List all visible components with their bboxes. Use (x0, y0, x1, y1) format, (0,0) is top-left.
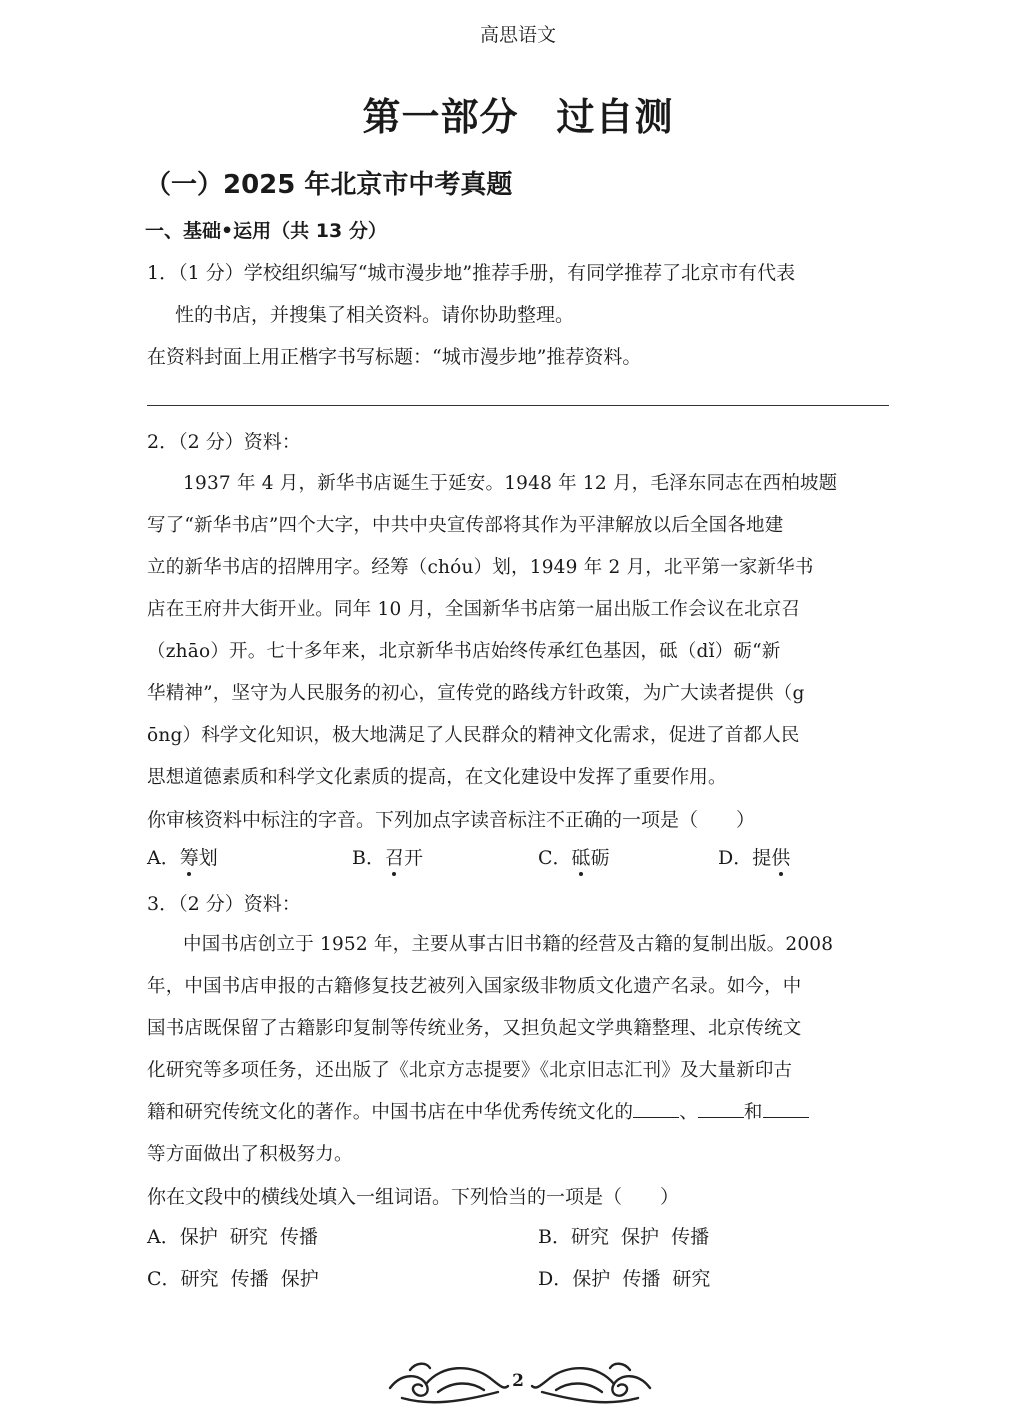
emphasis-dot-char: 召 (385, 843, 404, 870)
q3-passage-line: 年，中国书店申报的古籍修复技艺被列入国家级非物质文化遗产名录。如今，中 (147, 976, 802, 997)
q2-prompt: 你审核资料中标注的字音。下列加点字读音标注不正确的一项是（ ） (147, 809, 756, 831)
q2-option-c[interactable]: C．砥砺 (538, 843, 610, 870)
section-title: （一）2025 年北京市中考真题 (145, 170, 513, 200)
category-heading: 一、基础•运用（共 13 分） (145, 220, 387, 242)
q3-option-a[interactable]: A．保护 研究 传播 (147, 1226, 318, 1248)
emphasis-dot-char: 砥 (572, 843, 591, 870)
q2-passage-line: 店在王府井大街开业。同年 10 月，全国新华书店第一届出版工作会议在北京召 (147, 599, 801, 620)
q1-line-1: 1．（1 分）学校组织编写“城市漫步地”推荐手册，有同学推荐了北京市有代表 (147, 262, 796, 284)
q3-passage-line: 化研究等多项任务，还出版了《北京方志提要》《北京旧志汇刊》及大量新印古 (147, 1060, 793, 1081)
q3-option-c[interactable]: C．研究 传播 保护 (147, 1268, 319, 1290)
part-name: 过自测 (556, 95, 674, 139)
emphasis-dot-char: 筹 (180, 843, 199, 870)
q3-passage-line-blanks: 籍和研究传统文化的著作。中国书店在中华优秀传统文化的 、 和 (147, 1098, 809, 1124)
q1-answer-line[interactable] (147, 405, 889, 406)
q2-passage-line: 写了“新华书店”四个大字，中共中央宣传部将其作为平津解放以后全国各地建 (147, 515, 784, 536)
q2-passage-line: （zhāo）开。七十多年来，北京新华书店始终传承红色基因，砥（dǐ）砺“新 (147, 641, 781, 662)
q2-passage-line: 华精神”，坚守为人民服务的初心，宣传党的路线方针政策，为广大读者提供（g (147, 683, 805, 704)
q2-passage-line: ōng）科学文化知识，极大地满足了人民群众的精神文化需求，促进了首都人民 (147, 725, 800, 746)
q1-line-3: 在资料封面上用正楷字书写标题：“城市漫步地”推荐资料。 (147, 346, 642, 368)
q3-passage-line: 国书店既保留了古籍影印复制等传统业务，又担负起文学典籍整理、北京传统文 (147, 1018, 802, 1039)
q3-option-d[interactable]: D．保护 传播 研究 (538, 1268, 711, 1290)
q3-heading: 3．（2 分）资料： (147, 893, 301, 915)
q3-prompt: 你在文段中的横线处填入一组词语。下列恰当的一项是（ ） (147, 1186, 680, 1208)
part-title (0, 86, 1036, 141)
q3-passage-line: 等方面做出了积极努力。 (147, 1144, 353, 1165)
page-number: 2 (512, 1371, 524, 1391)
q3-passage-line: 中国书店创立于 1952 年，主要从事古旧书籍的经营及古籍的复制出版。2008 (183, 934, 834, 955)
q2-passage-line: 思想道德素质和科学文化素质的提高，在文化建设中发挥了重要作用。 (147, 767, 727, 788)
q2-option-d[interactable]: D．提供 (718, 843, 790, 870)
q2-passage-line: 立的新华书店的招牌用字。经筹（chóu）划，1949 年 2 月，北平第一家新华书 (147, 557, 814, 578)
q2-heading: 2．（2 分）资料： (147, 431, 301, 453)
q2-option-b[interactable]: B．召开 (352, 843, 423, 870)
q3-option-b[interactable]: B．研究 保护 传播 (538, 1226, 710, 1248)
q2-option-a[interactable]: A．筹划 (147, 843, 218, 870)
fill-blank[interactable] (633, 1101, 679, 1118)
emphasis-dot-char: 供 (771, 843, 790, 870)
part-label: 第一部分 (362, 95, 519, 139)
q1-line-2: 性的书店，并搜集了相关资料。请你协助整理。 (175, 304, 575, 326)
q2-passage-line: 1937 年 4 月，新华书店诞生于延安。1948 年 12 月，毛泽东同志在西柏坡题 (183, 473, 838, 494)
fill-blank[interactable] (698, 1101, 744, 1118)
fill-blank[interactable] (763, 1101, 809, 1118)
running-header: 高思语文 (479, 24, 556, 46)
